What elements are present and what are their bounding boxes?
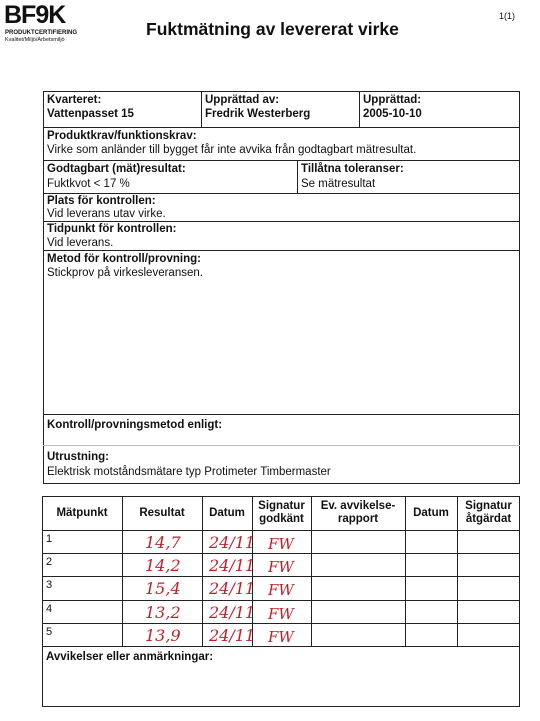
remarks-label: Avvikelser eller anmärkningar: <box>46 651 214 663</box>
header-datum2: Datum <box>413 507 449 519</box>
row-1-datum: 24/11 <box>209 533 256 552</box>
header-matpunkt: Mätpunkt <box>56 507 108 519</box>
row-3-signatur: FW <box>268 581 294 599</box>
header-avvikelse-line2: rapport <box>337 513 379 525</box>
utrustning-value: Elektrisk motståndsmätare typ Protimeter Timbermaster <box>47 466 331 478</box>
metod-value: Stickprov på virkesleveransen. <box>47 267 203 279</box>
row-4-resultat: 13,2 <box>145 603 181 622</box>
toleranser-label: Tillåtna toleranser: <box>301 163 404 175</box>
upprattad-av-value: Fredrik Westerberg <box>205 108 311 120</box>
header-resultat: Resultat <box>139 507 185 519</box>
header-avvikelse-line1: Ev. avvikelse- <box>320 500 396 512</box>
row-2-datum: 24/11 <box>209 556 256 575</box>
utrustning-label: Utrustning: <box>47 451 109 463</box>
tidpunkt-value: Vid leverans. <box>47 237 114 249</box>
toleranser-value: Se mätresultat <box>301 178 376 190</box>
row-2-number: 2 <box>46 556 53 568</box>
row-1-resultat: 14,7 <box>145 533 181 552</box>
row-4-number: 4 <box>46 603 53 615</box>
upprattad-label: Upprättad: <box>363 94 422 106</box>
kontrollmetod-label: Kontroll/provningsmetod enligt: <box>47 419 223 431</box>
plats-value: Vid leverans utav virke. <box>47 208 166 220</box>
upprattad-av-label: Upprättad av: <box>205 94 280 106</box>
godtagbart-label: Godtagbart (mät)resultat: <box>47 163 186 175</box>
upprattad-value: 2005-10-10 <box>363 108 422 120</box>
row-1-signatur: FW <box>268 535 294 553</box>
row-5-number: 5 <box>46 626 53 638</box>
header-signatur-godkant-line1: Signatur <box>258 500 305 512</box>
row-4-datum: 24/11 <box>209 603 256 622</box>
kvarteret-label: Kvarteret: <box>47 94 102 106</box>
row-1-number: 1 <box>46 533 53 545</box>
header-signatur-godkant-line2: godkänt <box>259 513 304 525</box>
header-signatur-atgardat-line2: åtgärdat <box>465 513 512 525</box>
measurement-table <box>42 496 520 707</box>
row-3-number: 3 <box>46 579 53 591</box>
document-title: Fuktmätning av levererat virke <box>146 19 399 39</box>
header-signatur-atgardat <box>457 500 520 526</box>
logo-subtitle: PRODUKTCERTIFIERING <box>5 30 77 36</box>
row-3-datum: 24/11 <box>209 579 256 598</box>
produktkrav-label: Produktkrav/funktionskrav: <box>47 130 197 142</box>
row-5-resultat: 13,9 <box>145 626 181 645</box>
header-signatur-atgardat-line1: Signatur <box>465 500 512 512</box>
row-5-signatur: FW <box>268 628 294 646</box>
header-signatur-godkant <box>252 500 311 526</box>
row-3-resultat: 15,4 <box>145 579 181 598</box>
header-avvikelse <box>311 500 405 526</box>
page-number: 1(1) <box>499 11 516 21</box>
kvarteret-value: Vattenpasset 15 <box>47 108 134 120</box>
company-logo: BF9K <box>4 1 66 29</box>
row-4-signatur: FW <box>268 605 294 623</box>
row-5-datum: 24/11 <box>209 626 256 645</box>
metod-label: Metod för kontroll/provning: <box>47 253 201 265</box>
tidpunkt-label: Tidpunkt för kontrollen: <box>47 223 177 235</box>
produktkrav-value: Virke som anländer till bygget får inte avvika från godtagbart mätresultat. <box>47 144 417 156</box>
row-2-resultat: 14,2 <box>145 556 181 575</box>
godtagbart-value: Fuktkvot < 17 % <box>47 178 130 190</box>
logo-tagline: Kvalitet/Miljö/Arbetsmiljö <box>5 37 65 43</box>
row-2-signatur: FW <box>268 558 294 576</box>
header-datum: Datum <box>209 507 245 519</box>
plats-label: Plats för kontrollen: <box>47 195 156 207</box>
